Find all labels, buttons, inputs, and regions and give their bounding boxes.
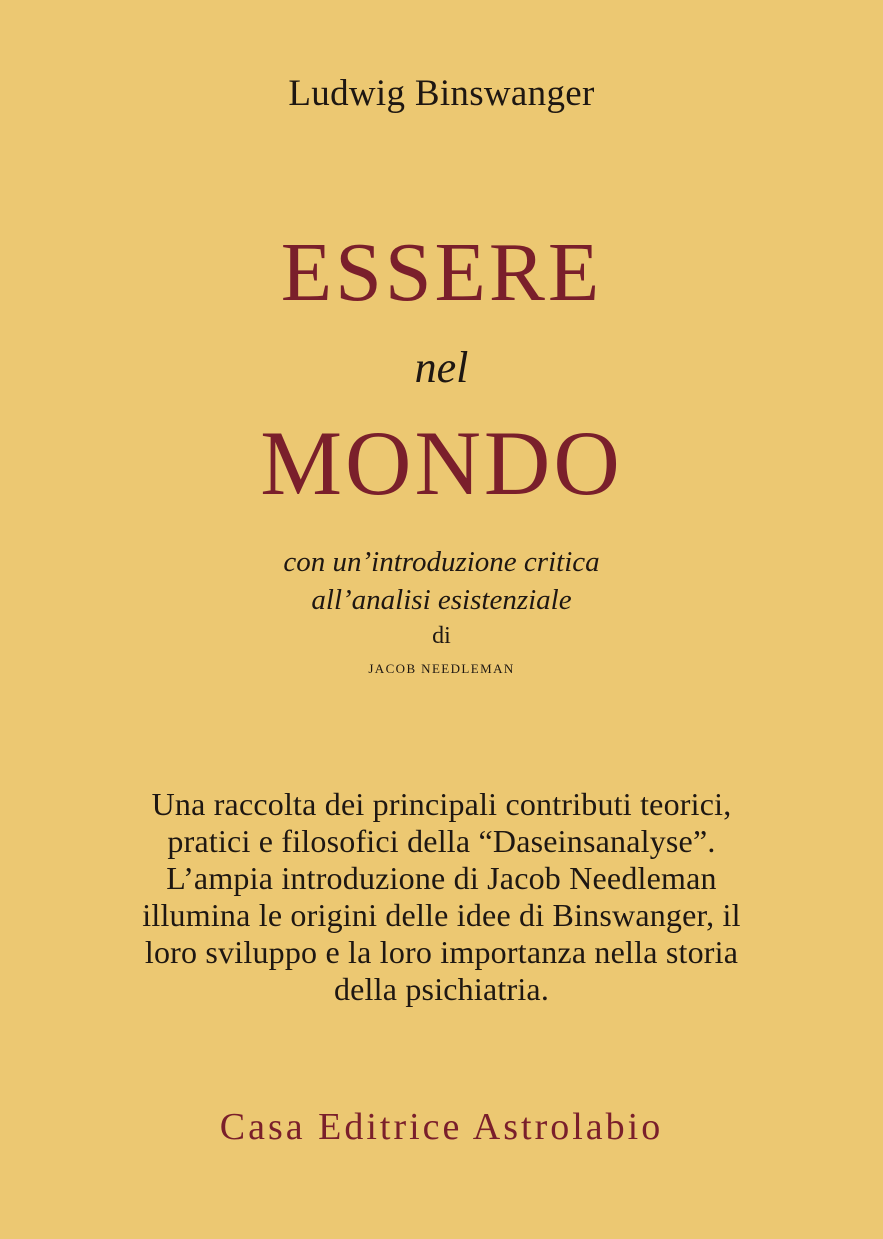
blurb-line: L’ampia introduzione di Jacob Needleman	[166, 860, 717, 896]
blurb-line: della psichiatria.	[333, 971, 550, 1007]
title-line-essere: ESSERE	[280, 226, 603, 319]
introducer-name: JACOB NEEDLEMAN	[368, 661, 515, 676]
subtitle-line-3: di	[432, 623, 451, 649]
blurb-line: pratici e filosofici della “Daseinsanalyse”.	[167, 823, 716, 859]
title-line-nel: nel	[414, 343, 469, 392]
subtitle-line-1: con un’introduzione critica	[283, 546, 600, 578]
author-name: Ludwig Binswanger	[288, 73, 595, 114]
title-line-mondo: MONDO	[260, 412, 623, 514]
blurb-line: Una raccolta dei principali contributi teorici,	[151, 786, 732, 822]
blurb-line: loro sviluppo e la loro importanza nella storia	[144, 934, 739, 970]
blurb-line: illumina le origini delle idee di Binswanger, il	[142, 897, 741, 933]
publisher-name: Casa Editrice Astrolabio	[219, 1106, 664, 1148]
subtitle-line-2: all’analisi esistenziale	[311, 584, 572, 616]
